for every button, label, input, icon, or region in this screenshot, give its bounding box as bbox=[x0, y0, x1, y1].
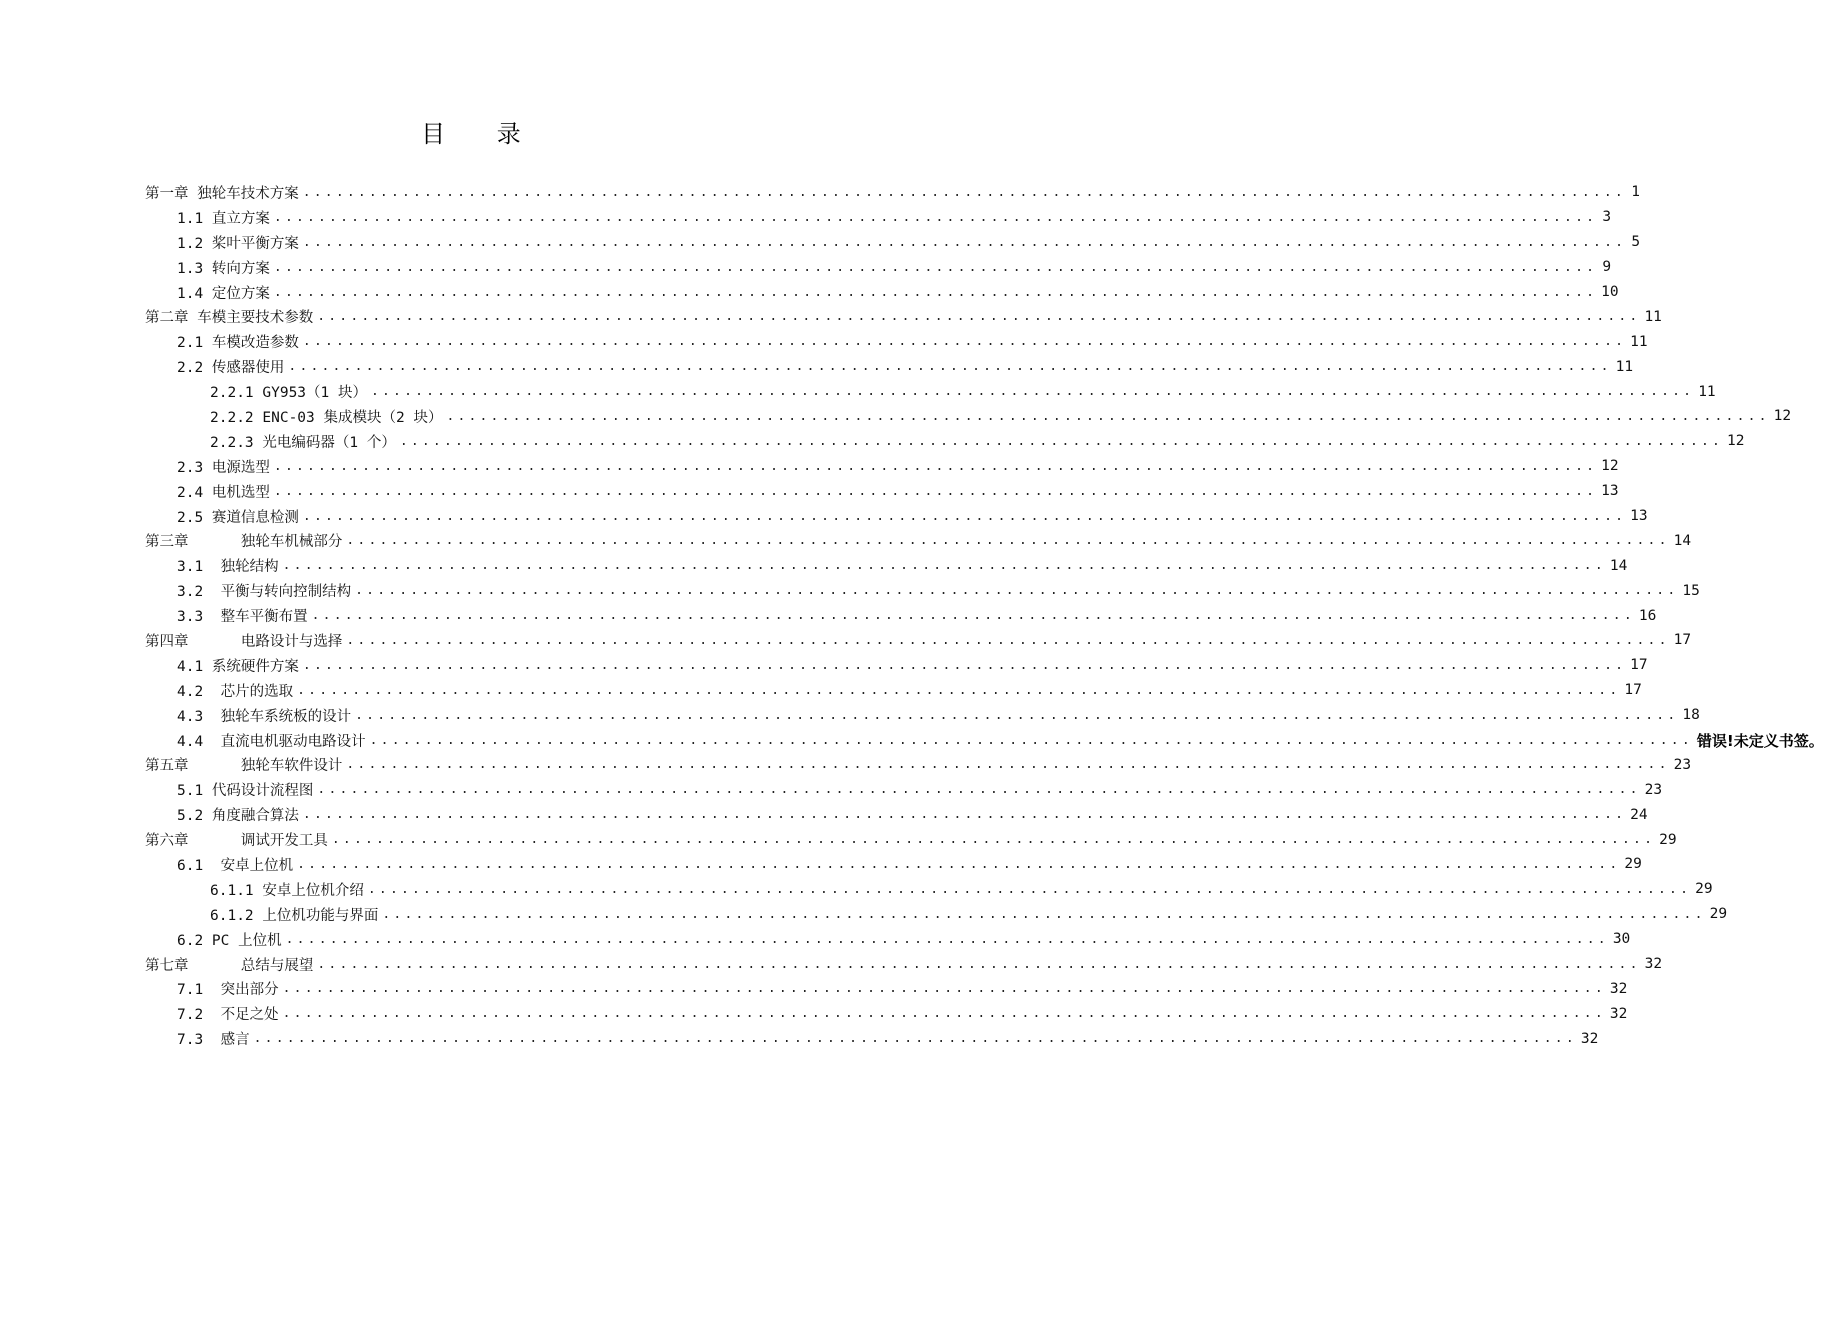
toc-leader-dots: ........................................................................................................................ bbox=[331, 832, 1656, 848]
toc-entry-page-number: 24 bbox=[1630, 806, 1648, 823]
toc-entry-label: 7.2 不足之处 bbox=[177, 1007, 279, 1024]
toc-entry-page-number: 13 bbox=[1630, 508, 1648, 525]
toc-leader-dots: ........................................................................................................................ bbox=[346, 757, 1670, 773]
toc-entry-error-text: 错误!未定义书签。 bbox=[1696, 731, 1824, 750]
toc-entry-label: 2.4 电机选型 bbox=[177, 484, 270, 501]
toc-entry-label: 1.3 转向方案 bbox=[177, 260, 270, 277]
toc-entry-label: 第五章 独轮车软件设计 bbox=[145, 758, 343, 775]
toc-entry-page-number: 18 bbox=[1682, 707, 1700, 724]
toc-leader-dots: ........................................................................................................................ bbox=[346, 533, 1670, 549]
toc-leader-dots: ........................................................................................................................ bbox=[302, 334, 1627, 350]
toc-leader-dots: ........................................................................................................................ bbox=[317, 309, 1641, 325]
toc-entry[interactable] bbox=[145, 1001, 1628, 1026]
toc-leader-dots: ........................................................................................................................ bbox=[282, 981, 1606, 997]
toc-entry-label: 2.2.1 GY953（1 块） bbox=[210, 385, 367, 402]
toc-entry[interactable] bbox=[145, 603, 1657, 628]
toc-entry[interactable] bbox=[145, 454, 1619, 479]
toc-entry[interactable] bbox=[145, 479, 1619, 504]
toc-entry-label: 3.3 整车平衡布置 bbox=[177, 609, 308, 626]
toc-entry[interactable] bbox=[145, 255, 1612, 280]
toc-entry-page-number: 17 bbox=[1673, 632, 1692, 649]
toc-entry-page-number: 12 bbox=[1727, 433, 1745, 450]
toc-entry-page-number: 14 bbox=[1673, 532, 1692, 549]
toc-entry[interactable] bbox=[145, 1026, 1599, 1051]
toc-entry-label: 4.3 独轮车系统板的设计 bbox=[177, 708, 352, 725]
toc-entry-label: 2.2 传感器使用 bbox=[177, 360, 285, 377]
toc-entry[interactable] bbox=[145, 852, 1642, 877]
toc-leader-dots: ........................................................................................................................ bbox=[273, 209, 1598, 225]
toc-entry[interactable] bbox=[145, 977, 1628, 1002]
toc-entry[interactable] bbox=[145, 578, 1700, 603]
toc-entry[interactable] bbox=[145, 678, 1642, 703]
toc-leader-dots: ........................................................................................................................ bbox=[302, 657, 1627, 673]
toc-entry-page-number: 32 bbox=[1644, 956, 1663, 973]
toc-entry-page-number: 3 bbox=[1602, 209, 1612, 226]
toc-entry-page-number: 32 bbox=[1609, 1005, 1628, 1022]
toc-entry-page-number: 29 bbox=[1624, 856, 1642, 873]
toc-entry-label: 4.2 芯片的选取 bbox=[177, 683, 294, 700]
toc-entry[interactable] bbox=[145, 205, 1612, 230]
toc-leader-dots: ........................................................................................................................ bbox=[382, 906, 1706, 922]
toc-entry-page-number: 29 bbox=[1709, 906, 1728, 923]
toc-entry-label: 第三章 独轮车机械部分 bbox=[145, 534, 343, 551]
toc-entry-page-number: 11 bbox=[1615, 358, 1634, 375]
toc-entry-page-number: 14 bbox=[1609, 557, 1628, 574]
toc-leader-dots: ........................................................................................................................ bbox=[253, 1031, 1577, 1047]
toc-entry-page-number: 5 bbox=[1631, 234, 1641, 251]
toc-entry-label: 1.2 桨叶平衡方案 bbox=[177, 235, 299, 252]
toc-entry[interactable] bbox=[145, 802, 1648, 827]
toc-entry[interactable] bbox=[145, 280, 1619, 305]
toc-entry-page-number: 11 bbox=[1698, 383, 1716, 400]
toc-entry-page-number: 29 bbox=[1659, 831, 1677, 848]
toc-entry-page-number: 32 bbox=[1580, 1030, 1599, 1047]
toc-entry-label: 6.1 安卓上位机 bbox=[177, 857, 294, 874]
toc-entry-page-number: 12 bbox=[1773, 408, 1792, 425]
toc-entry-label: 5.1 代码设计流程图 bbox=[177, 783, 314, 800]
toc-entry[interactable] bbox=[145, 877, 1713, 902]
toc-entry-page-number: 13 bbox=[1601, 483, 1619, 500]
toc-entry-label: 第七章 总结与展望 bbox=[145, 957, 314, 974]
toc-entry-page-number: 11 bbox=[1630, 333, 1648, 350]
toc-leader-dots: ........................................................................................................................ bbox=[317, 782, 1641, 798]
toc-leader-dots: ........................................................................................................................ bbox=[355, 707, 1679, 723]
toc-leader-dots: ........................................................................................................................ bbox=[399, 433, 1724, 449]
toc-entry[interactable] bbox=[145, 379, 1716, 404]
toc-entry-label: 4.4 直流电机驱动电路设计 bbox=[177, 733, 366, 750]
toc-leader-dots: ........................................................................................................................ bbox=[273, 284, 1598, 300]
toc-entry-label: 第二章 车模主要技术参数 bbox=[145, 310, 314, 327]
toc-entry[interactable] bbox=[145, 553, 1628, 578]
toc-entry-label: 1.1 直立方案 bbox=[177, 210, 270, 227]
toc-leader-dots: ........................................................................................................................ bbox=[282, 558, 1606, 574]
toc-leader-dots: ........................................................................................................................ bbox=[446, 408, 1770, 424]
toc-entry-label: 7.1 突出部分 bbox=[177, 982, 279, 999]
toc-leader-dots: ........................................................................................................................ bbox=[297, 682, 1621, 698]
toc-title: 目 录 bbox=[421, 120, 543, 148]
toc-entry-page-number: 16 bbox=[1638, 607, 1657, 624]
toc-entry-label: 2.2.2 ENC-03 集成模块（2 块） bbox=[210, 409, 443, 426]
toc-entry-label: 2.3 电源选型 bbox=[177, 459, 270, 476]
toc-entry-page-number: 1 bbox=[1631, 184, 1640, 201]
toc-entry-page-number: 29 bbox=[1695, 881, 1713, 898]
toc-entry[interactable] bbox=[145, 952, 1663, 977]
toc-leader-dots: ........................................................................................................................ bbox=[273, 483, 1598, 499]
toc-leader-dots: ........................................................................................................................ bbox=[288, 359, 1612, 375]
toc-leader-dots: ........................................................................................................................ bbox=[369, 732, 1693, 748]
toc-entry-page-number: 32 bbox=[1609, 980, 1628, 997]
toc-entry-label: 3.1 独轮结构 bbox=[177, 559, 279, 576]
toc-entry[interactable] bbox=[145, 354, 1634, 379]
toc-leader-dots: ........................................................................................................................ bbox=[302, 807, 1627, 823]
toc-entry[interactable] bbox=[145, 504, 1648, 529]
toc-entry[interactable] bbox=[145, 329, 1648, 354]
toc-entry-label: 第六章 调试开发工具 bbox=[145, 833, 328, 850]
toc-entry-label: 1.4 定位方案 bbox=[177, 285, 270, 302]
toc-entry-label: 第四章 电路设计与选择 bbox=[145, 633, 343, 650]
toc-entry-label: 6.1.2 上位机功能与界面 bbox=[210, 907, 379, 924]
toc-entry-label: 3.2 平衡与转向控制结构 bbox=[177, 584, 352, 601]
toc-leader-dots: ........................................................................................................................ bbox=[367, 881, 1692, 897]
toc-entry-label: 第一章 独轮车技术方案 bbox=[145, 185, 299, 202]
toc-leader-dots: ........................................................................................................................ bbox=[355, 583, 1679, 599]
toc-leader-dots: ........................................................................................................................ bbox=[371, 384, 1695, 400]
toc-entry[interactable] bbox=[145, 827, 1677, 852]
toc-leader-dots: ........................................................................................................................ bbox=[311, 608, 1635, 624]
toc-entry-label: 2.1 车模改造参数 bbox=[177, 335, 299, 352]
toc-entry-page-number: 23 bbox=[1673, 756, 1692, 773]
toc-entry[interactable] bbox=[145, 180, 1640, 205]
toc-entry[interactable] bbox=[145, 230, 1641, 255]
toc-leader-dots: ........................................................................................................................ bbox=[317, 956, 1641, 972]
toc-entry-label: 7.3 感言 bbox=[177, 1032, 250, 1049]
toc-entry[interactable] bbox=[145, 628, 1692, 653]
toc-entry[interactable] bbox=[145, 777, 1663, 802]
toc-entry-page-number: 17 bbox=[1624, 682, 1642, 699]
toc-leader-dots: ........................................................................................................................ bbox=[302, 234, 1627, 250]
toc-entry[interactable] bbox=[145, 528, 1692, 553]
toc-entry[interactable] bbox=[145, 304, 1662, 329]
toc-entry-label: 2.5 赛道信息检测 bbox=[177, 509, 299, 526]
toc-leader-dots: ........................................................................................................................ bbox=[302, 184, 1626, 200]
toc-entry-label: 6.1.1 安卓上位机介绍 bbox=[210, 882, 364, 899]
toc-entry[interactable] bbox=[145, 728, 1824, 753]
toc-entry[interactable] bbox=[145, 653, 1648, 678]
toc-leader-dots: ........................................................................................................................ bbox=[302, 508, 1627, 524]
toc-entry-page-number: 11 bbox=[1644, 308, 1662, 325]
toc-leader-dots: ........................................................................................................................ bbox=[282, 1006, 1606, 1022]
toc-leader-dots: ........................................................................................................................ bbox=[273, 259, 1598, 275]
toc-entry[interactable] bbox=[145, 404, 1792, 429]
toc-entry-label: 2.2.3 光电编码器（1 个） bbox=[210, 434, 396, 451]
table-of-contents bbox=[145, 180, 1824, 1051]
toc-entry-label: 6.2 PC 上位机 bbox=[177, 932, 282, 949]
toc-entry-label: 4.1 系统硬件方案 bbox=[177, 658, 299, 675]
toc-entry[interactable] bbox=[145, 752, 1692, 777]
toc-leader-dots: ........................................................................................................................ bbox=[297, 856, 1621, 872]
toc-entry[interactable] bbox=[145, 703, 1700, 728]
toc-entry-page-number: 30 bbox=[1612, 931, 1631, 948]
toc-entry-label: 5.2 角度融合算法 bbox=[177, 808, 299, 825]
toc-entry[interactable] bbox=[145, 927, 1631, 952]
toc-entry-page-number: 15 bbox=[1682, 582, 1700, 599]
toc-entry-page-number: 10 bbox=[1601, 284, 1619, 300]
toc-entry[interactable] bbox=[145, 902, 1728, 927]
toc-entry-page-number: 9 bbox=[1602, 259, 1612, 276]
toc-entry[interactable] bbox=[145, 429, 1745, 454]
toc-entry-page-number: 12 bbox=[1601, 458, 1619, 475]
toc-entry-page-number: 23 bbox=[1644, 781, 1663, 798]
toc-leader-dots: ........................................................................................................................ bbox=[273, 458, 1598, 474]
toc-leader-dots: ........................................................................................................................ bbox=[285, 931, 1609, 947]
toc-entry-page-number: 17 bbox=[1630, 657, 1648, 674]
toc-leader-dots: ........................................................................................................................ bbox=[346, 632, 1670, 648]
